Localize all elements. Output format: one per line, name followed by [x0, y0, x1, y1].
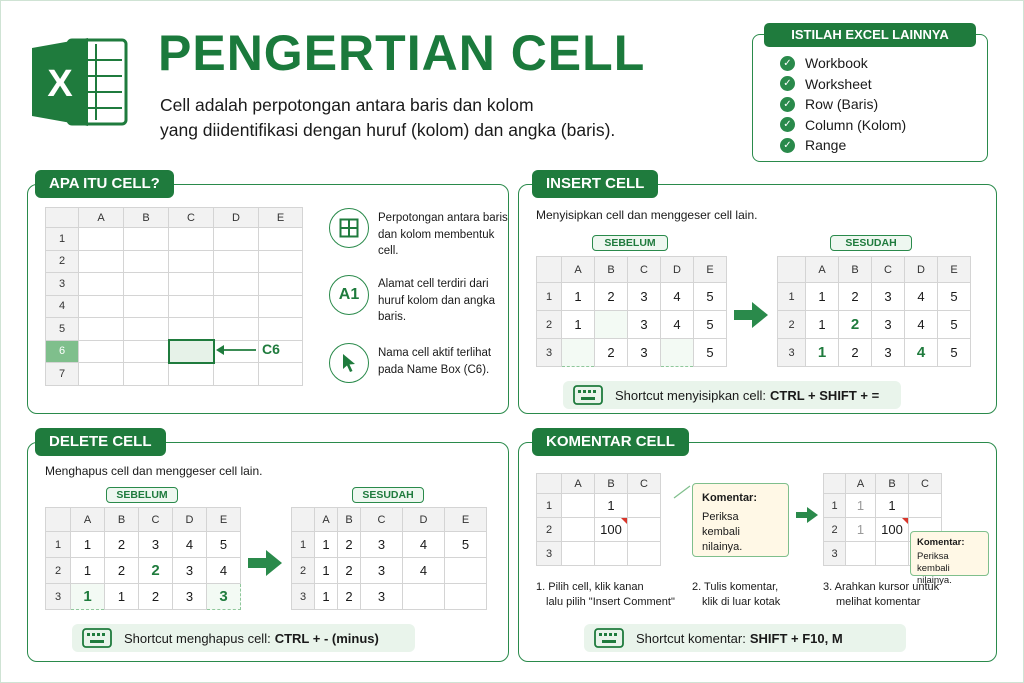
- grid-cell: 4: [661, 311, 694, 339]
- grid-cell: [562, 542, 595, 566]
- table-row: [46, 250, 303, 273]
- keyboard-icon: [594, 628, 624, 648]
- grid-cell: 2: [839, 311, 872, 339]
- grid-cell: 2: [105, 532, 139, 558]
- delete-shortcut-keys: CTRL + - (minus): [274, 630, 379, 646]
- col-header: A: [79, 208, 124, 228]
- right-arrow-icon: [248, 549, 282, 577]
- page-subtitle: [160, 93, 720, 143]
- grid-cell: 4: [905, 283, 938, 311]
- grid-cell: 3: [361, 532, 403, 558]
- grid-cell: 2: [839, 339, 872, 367]
- grid-header-cell: [537, 257, 562, 283]
- grid-cell: 4: [207, 558, 241, 584]
- page-title: PENGERTIAN CELL: [158, 25, 646, 81]
- check-icon: ✓: [780, 117, 795, 132]
- grid-header-cell: B: [595, 257, 628, 283]
- grid-cell: [169, 273, 214, 296]
- grid-header-cell: 3: [778, 339, 806, 367]
- komentar-shortcut: [584, 624, 906, 652]
- grid-cell: [169, 318, 214, 341]
- grid-header-cell: 3: [537, 339, 562, 367]
- grid-cell: [214, 273, 259, 296]
- grid-header-cell: D: [905, 257, 938, 283]
- grid-header-cell: E: [207, 508, 241, 532]
- grid-header-cell: 2: [824, 518, 846, 542]
- table-row: [824, 474, 942, 494]
- row-header-selected: 6: [46, 340, 79, 363]
- grid-cell: [214, 228, 259, 251]
- table-row: [537, 518, 661, 542]
- grid-header-cell: 1: [292, 532, 315, 558]
- grid-cell: 4: [661, 283, 694, 311]
- delete-tag: DELETE CELL: [35, 428, 166, 456]
- istilah-title: ISTILAH EXCEL LAINNYA: [764, 23, 976, 47]
- table-row: [46, 558, 241, 584]
- table-row: [537, 542, 661, 566]
- table-row: [46, 318, 303, 341]
- grid-cell: 3: [628, 311, 661, 339]
- komentar-tag: KOMENTAR CELL: [532, 428, 689, 456]
- grid-header-cell: 1: [537, 283, 562, 311]
- grid-cell: [403, 584, 445, 610]
- grid-cell: [214, 250, 259, 273]
- check-icon: ✓: [780, 76, 795, 91]
- grid-cell: [628, 494, 661, 518]
- istilah-item: [780, 115, 906, 136]
- grid-header-cell: 3: [824, 542, 846, 566]
- grid-cell: 5: [694, 339, 727, 367]
- grid-header-cell: C: [909, 474, 942, 494]
- grid-cell: 2: [595, 283, 628, 311]
- grid-cell: 5: [938, 283, 971, 311]
- grid-header-cell: D: [403, 508, 445, 532]
- grid-cell: [214, 318, 259, 341]
- check-icon: ✓: [780, 138, 795, 153]
- table-row: [537, 339, 727, 367]
- active-cell-label: C6: [262, 341, 280, 357]
- komentar-step-3: 3. Arahkan kursor untuk melihat komentar: [823, 581, 940, 608]
- row-header: 4: [46, 295, 79, 318]
- apa-itu-tag: APA ITU CELL?: [35, 170, 174, 198]
- grid-header-cell: D: [661, 257, 694, 283]
- grid-cell: 2: [338, 532, 361, 558]
- grid-header-cell: C: [872, 257, 905, 283]
- table-row: [292, 584, 487, 610]
- grid-cell: [124, 295, 169, 318]
- table-row: [292, 532, 487, 558]
- grid-header-cell: 1: [46, 532, 71, 558]
- info-text-1: Perpotongan antara baris dan kolom membentuk cell.: [378, 212, 508, 257]
- deleted-cell: 3: [207, 584, 241, 610]
- delete-desc: Menghapus cell dan menggeser cell lain.: [45, 464, 263, 478]
- grid-cell: [214, 363, 259, 386]
- grid-cell: 5: [938, 339, 971, 367]
- grid-cell: [846, 542, 876, 566]
- comment-tooltip-text: Periksa kembali nilainya.: [917, 551, 952, 586]
- insert-shortcut: [563, 381, 901, 409]
- grid-header-cell: C: [139, 508, 173, 532]
- inserted-cell-placeholder: [661, 339, 694, 367]
- grid-cell: [169, 250, 214, 273]
- grid-cell: 1: [562, 311, 595, 339]
- grid-header-cell: A: [846, 474, 876, 494]
- grid-cell: [124, 363, 169, 386]
- table-row: [46, 532, 241, 558]
- grid-cell: [79, 318, 124, 341]
- grid-cell: 3: [872, 283, 905, 311]
- grid-cell: 2: [839, 283, 872, 311]
- grid-header-cell: 2: [537, 311, 562, 339]
- table-row: [46, 295, 303, 318]
- grid-header-cell: A: [562, 257, 595, 283]
- komentar-shortcut-text: Shortcut komentar:: [636, 630, 746, 646]
- grid-header-cell: [824, 474, 846, 494]
- grid-cell: [79, 273, 124, 296]
- grid-header-cell: C: [628, 257, 661, 283]
- grid-cell: 3: [628, 283, 661, 311]
- active-cell[interactable]: [169, 340, 214, 363]
- komentar-step-2: 2. Tulis komentar, klik di luar kotak: [692, 581, 781, 608]
- delete-shortcut-text: Shortcut menghapus cell:: [124, 630, 271, 646]
- insert-shortcut-text: Shortcut menyisipkan cell:: [615, 387, 767, 403]
- info-text-3: Nama cell aktif terlihat pada Name Box (C6).: [378, 347, 492, 376]
- excel-logo-icon: [28, 30, 132, 134]
- istilah-item-label: Column (Kolom): [805, 116, 907, 133]
- grid-cell: 1: [846, 518, 876, 542]
- table-row: [537, 311, 727, 339]
- row-header: 5: [46, 318, 79, 341]
- grid-header-cell: B: [105, 508, 139, 532]
- grid-cell: [124, 318, 169, 341]
- insert-after-grid: [777, 256, 971, 367]
- istilah-item-label: Row (Baris): [805, 96, 879, 113]
- grid-cell: [259, 250, 303, 273]
- delete-after-label: SESUDAH: [352, 487, 424, 503]
- grid-cell: 2: [338, 558, 361, 584]
- grid-cell: [445, 558, 487, 584]
- grid-cell: [628, 542, 661, 566]
- table-row: [537, 283, 727, 311]
- grid-cell: 3: [628, 339, 661, 367]
- logo-letter: X: [47, 63, 73, 105]
- komentar-shortcut-keys: SHIFT + F10, M: [749, 630, 843, 646]
- grid-header-cell: E: [445, 508, 487, 532]
- grid-cell: [259, 295, 303, 318]
- grid-header-cell: 1: [824, 494, 846, 518]
- keyboard-icon: [82, 628, 112, 648]
- grid-cell: 4: [905, 339, 938, 367]
- grid-cell: 1: [562, 283, 595, 311]
- row-header: 7: [46, 363, 79, 386]
- grid-header-cell: 3: [537, 542, 562, 566]
- grid-cell: [169, 295, 214, 318]
- grid-header-cell: A: [562, 474, 595, 494]
- grid-cell: [259, 228, 303, 251]
- apa-itu-grid: [45, 207, 303, 386]
- grid-cell: [445, 584, 487, 610]
- grid-header-cell: [537, 474, 562, 494]
- table-row: [537, 257, 727, 283]
- info-text-2: Alamat cell terdiri dari huruf kolom dan angka baris.: [378, 278, 495, 323]
- grid-cell: 1: [876, 494, 909, 518]
- check-icon: ✓: [780, 56, 795, 71]
- col-header: D: [214, 208, 259, 228]
- grid-cell: [259, 363, 303, 386]
- commented-cell[interactable]: 100: [876, 518, 909, 542]
- insert-shortcut-keys: CTRL + SHIFT + =: [770, 387, 880, 403]
- grid-cell: [124, 228, 169, 251]
- istilah-item-label: Worksheet: [805, 75, 872, 92]
- delete-before-grid: [45, 507, 241, 610]
- grid-cell: 2: [595, 339, 628, 367]
- grid-cell: [259, 318, 303, 341]
- grid-header-cell: [46, 508, 71, 532]
- col-header: B: [124, 208, 169, 228]
- grid-cell: 3: [361, 558, 403, 584]
- istilah-item: [780, 53, 906, 74]
- grid-cell: 3: [872, 311, 905, 339]
- grid-header-cell: E: [694, 257, 727, 283]
- grid-cell: 1: [71, 532, 105, 558]
- inserted-cell-placeholder: [562, 339, 595, 367]
- grid-cell: [562, 494, 595, 518]
- grid-cell: 1: [315, 558, 338, 584]
- grid-cell: 5: [938, 311, 971, 339]
- grid-cell: 1: [315, 532, 338, 558]
- grid-header-cell: 2: [46, 558, 71, 584]
- comment-text: Periksa kembali nilainya.: [702, 511, 743, 553]
- grid-cell: 1: [105, 584, 139, 610]
- grid-cell: [169, 363, 214, 386]
- commented-cell[interactable]: 100: [595, 518, 628, 542]
- table-row: [292, 508, 487, 532]
- grid-cell: [876, 542, 909, 566]
- comment-tooltip-title: Komentar:: [917, 537, 965, 548]
- table-row: [46, 208, 303, 228]
- keyboard-icon: [573, 385, 603, 405]
- comment-connector: [672, 484, 692, 500]
- grid-cell: 5: [694, 311, 727, 339]
- grid-header-cell: 1: [778, 283, 806, 311]
- grid-cell: [124, 250, 169, 273]
- istilah-item-label: Workbook: [805, 55, 868, 72]
- grid-cell: 3: [173, 558, 207, 584]
- grid-cell: 1: [806, 283, 839, 311]
- right-arrow-icon: [734, 301, 768, 329]
- insert-before-label: SEBELUM: [592, 235, 668, 251]
- grid-cell: [169, 228, 214, 251]
- komentar-grid-1: [536, 473, 661, 566]
- grid-header-cell: 1: [537, 494, 562, 518]
- grid-cell: 1: [806, 311, 839, 339]
- grid-header-cell: C: [361, 508, 403, 532]
- table-row: [46, 228, 303, 251]
- col-header-selected: C: [169, 208, 214, 228]
- grid-header-cell: E: [938, 257, 971, 283]
- grid-header-cell: A: [315, 508, 338, 532]
- grid-cell: 3: [139, 532, 173, 558]
- grid-header-cell: C: [628, 474, 661, 494]
- right-arrow-icon: [796, 506, 818, 524]
- grid-cell: 4: [403, 532, 445, 558]
- grid-cell: 3: [173, 584, 207, 610]
- grid-icon: [329, 208, 369, 248]
- grid-cell: 4: [173, 532, 207, 558]
- grid-header-cell: A: [71, 508, 105, 532]
- subtitle-line-1: Cell adalah perpotongan antara baris dan kolom: [160, 95, 534, 115]
- grid-header-cell: [778, 257, 806, 283]
- istilah-item: [780, 74, 906, 95]
- grid-header-cell: B: [839, 257, 872, 283]
- grid-cell: 4: [905, 311, 938, 339]
- grid-header-cell: 3: [46, 584, 71, 610]
- komentar-step-1: 1. Pilih cell, klik kanan lalu pilih "Insert Comment": [536, 581, 675, 608]
- delete-before-label: SEBELUM: [106, 487, 178, 503]
- grid-cell: [79, 363, 124, 386]
- col-header: E: [259, 208, 303, 228]
- grid-cell: 5: [445, 532, 487, 558]
- row-header: 3: [46, 273, 79, 296]
- grid-header-cell: 2: [537, 518, 562, 542]
- insert-before-grid: [536, 256, 727, 367]
- table-row: [824, 494, 942, 518]
- grid-cell: [562, 518, 595, 542]
- istilah-item: [780, 135, 906, 156]
- istilah-item-label: Range: [805, 137, 847, 154]
- row-header: 2: [46, 250, 79, 273]
- grid-header-cell: [292, 508, 315, 532]
- grid-cell: 5: [694, 283, 727, 311]
- grid-cell: [214, 295, 259, 318]
- corner-cell: [46, 208, 79, 228]
- table-row: [46, 508, 241, 532]
- inserted-cell-placeholder: [595, 311, 628, 339]
- grid-header-cell: 2: [778, 311, 806, 339]
- check-icon: ✓: [780, 97, 795, 112]
- table-row: [778, 311, 971, 339]
- table-row: [292, 558, 487, 584]
- grid-cell: 3: [872, 339, 905, 367]
- insert-tag: INSERT CELL: [532, 170, 658, 198]
- pointer-arrow-icon: [216, 344, 258, 356]
- insert-after-label: SESUDAH: [830, 235, 912, 251]
- table-row: [778, 257, 971, 283]
- grid-cell: 1: [71, 558, 105, 584]
- comment-box[interactable]: [692, 483, 789, 557]
- a1-icon-label: A1: [338, 286, 360, 303]
- istilah-item: [780, 94, 906, 115]
- grid-cell: [259, 273, 303, 296]
- grid-header-cell: A: [806, 257, 839, 283]
- deleted-cell: 1: [71, 584, 105, 610]
- grid-cell: 1: [595, 494, 628, 518]
- a1-icon: [329, 275, 369, 315]
- grid-header-cell: B: [876, 474, 909, 494]
- grid-header-cell: D: [173, 508, 207, 532]
- row-header: 1: [46, 228, 79, 251]
- istilah-list: [780, 53, 906, 156]
- grid-cell: 2: [105, 558, 139, 584]
- table-row: [537, 474, 661, 494]
- grid-cell: [124, 340, 169, 363]
- grid-cell: [595, 542, 628, 566]
- grid-cell: 1: [315, 584, 338, 610]
- grid-cell: 1: [846, 494, 876, 518]
- grid-cell: 5: [207, 532, 241, 558]
- table-row: [46, 273, 303, 296]
- delete-after-grid: [291, 507, 487, 610]
- table-row: [46, 363, 303, 386]
- subtitle-line-2: yang diidentifikasi dengan huruf (kolom) dan angka (baris).: [160, 120, 616, 140]
- grid-cell: 2: [338, 584, 361, 610]
- grid-cell: 2: [139, 584, 173, 610]
- grid-header-cell: B: [595, 474, 628, 494]
- grid-cell: [628, 518, 661, 542]
- grid-cell: [909, 494, 942, 518]
- insert-desc: Menyisipkan cell dan menggeser cell lain.: [536, 208, 758, 222]
- table-row: [778, 283, 971, 311]
- delete-shortcut: [72, 624, 415, 652]
- table-row: [537, 494, 661, 518]
- grid-cell: 3: [361, 584, 403, 610]
- comment-title: Komentar:: [702, 492, 758, 504]
- table-row: [46, 584, 241, 610]
- grid-header-cell: 2: [292, 558, 315, 584]
- grid-cell: 2: [139, 558, 173, 584]
- table-row: [778, 339, 971, 367]
- grid-header-cell: B: [338, 508, 361, 532]
- grid-cell: [79, 340, 124, 363]
- grid-header-cell: 3: [292, 584, 315, 610]
- grid-cell: [79, 228, 124, 251]
- cursor-icon: [329, 343, 369, 383]
- grid-cell: 4: [403, 558, 445, 584]
- grid-cell: [79, 295, 124, 318]
- grid-cell: [124, 273, 169, 296]
- grid-cell: [79, 250, 124, 273]
- comment-tooltip: [910, 531, 989, 586]
- grid-cell: 1: [806, 339, 839, 367]
